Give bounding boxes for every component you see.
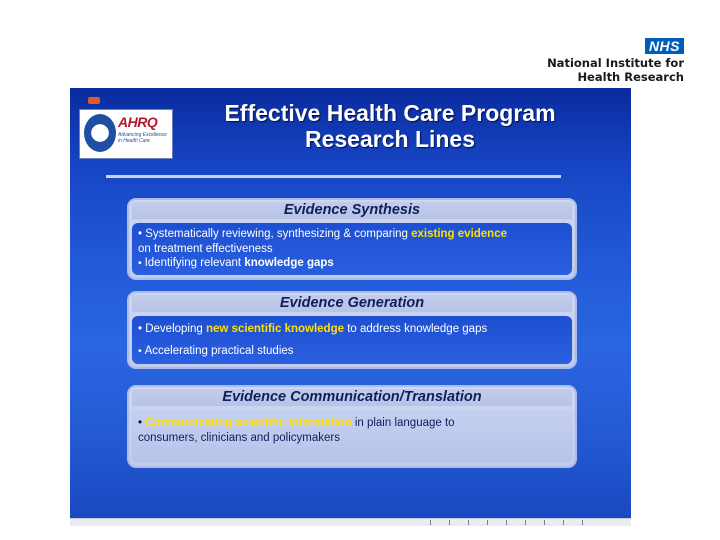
highlight-text: Communicating scientific information [145, 417, 352, 429]
nhs-logo: NHS [645, 38, 684, 54]
hhs-ahrq-logo [79, 109, 173, 159]
bullet-item [138, 322, 566, 337]
slide-bottom-toolbar [70, 518, 631, 526]
bullet-text: Accelerating practical studies [144, 344, 294, 357]
bullet-text: Identifying relevant [144, 257, 245, 269]
box-body [132, 223, 572, 275]
slide-title-line2: Research Lines [304, 126, 476, 152]
hhs-seal-icon [84, 114, 116, 152]
title-divider [106, 175, 561, 178]
bullet-dot: • [138, 323, 146, 335]
evidence-communication-box [127, 385, 577, 468]
highlight-text: new scientific knowledge [205, 323, 345, 335]
institute-name-line2: Health Research [577, 70, 684, 84]
ahrq-tagline: Advancing Excellence in Health Care [118, 132, 167, 144]
box-heading: Evidence Generation [132, 295, 572, 312]
slide-corner-icon [88, 97, 100, 104]
box-heading: Evidence Communication/Translation [132, 389, 572, 406]
bullet-text: Systematically reviewing, synthesizing & comparing [145, 228, 412, 240]
bullet-item [138, 344, 566, 359]
institute-name-line1: National Institute for [547, 56, 684, 70]
nihr-header [547, 38, 684, 84]
bullet-text: to address knowledge gaps [344, 323, 488, 335]
bullet-item [138, 227, 566, 242]
bullet-continuation: on treatment effectiveness [138, 242, 273, 255]
highlight-text: existing evidence [411, 228, 507, 240]
toolbar-ticks [430, 520, 600, 525]
slide-image [70, 88, 631, 518]
bullet-continuation: consumers, clinicians and policymakers [138, 431, 340, 444]
bullet-dot: • [138, 417, 146, 429]
bullet-item [138, 256, 566, 271]
bullet-text: in plain language to [351, 417, 455, 429]
slide-title [170, 100, 610, 152]
box-heading: Evidence Synthesis [132, 202, 572, 219]
slide-title-line1: Effective Health Care Program [224, 100, 556, 126]
bullet-dot: • [138, 344, 145, 357]
bold-text: knowledge gaps [244, 257, 334, 269]
bullet-item [138, 416, 566, 431]
evidence-synthesis-box [127, 198, 577, 280]
box-body [132, 410, 572, 463]
bullet-dot: • [138, 228, 146, 240]
evidence-generation-box [127, 291, 577, 369]
box-body [132, 316, 572, 364]
bullet-text: Developing [145, 323, 206, 335]
ahrq-logo-text: AHRQ [118, 114, 158, 130]
bullet-dot: • [138, 257, 145, 269]
